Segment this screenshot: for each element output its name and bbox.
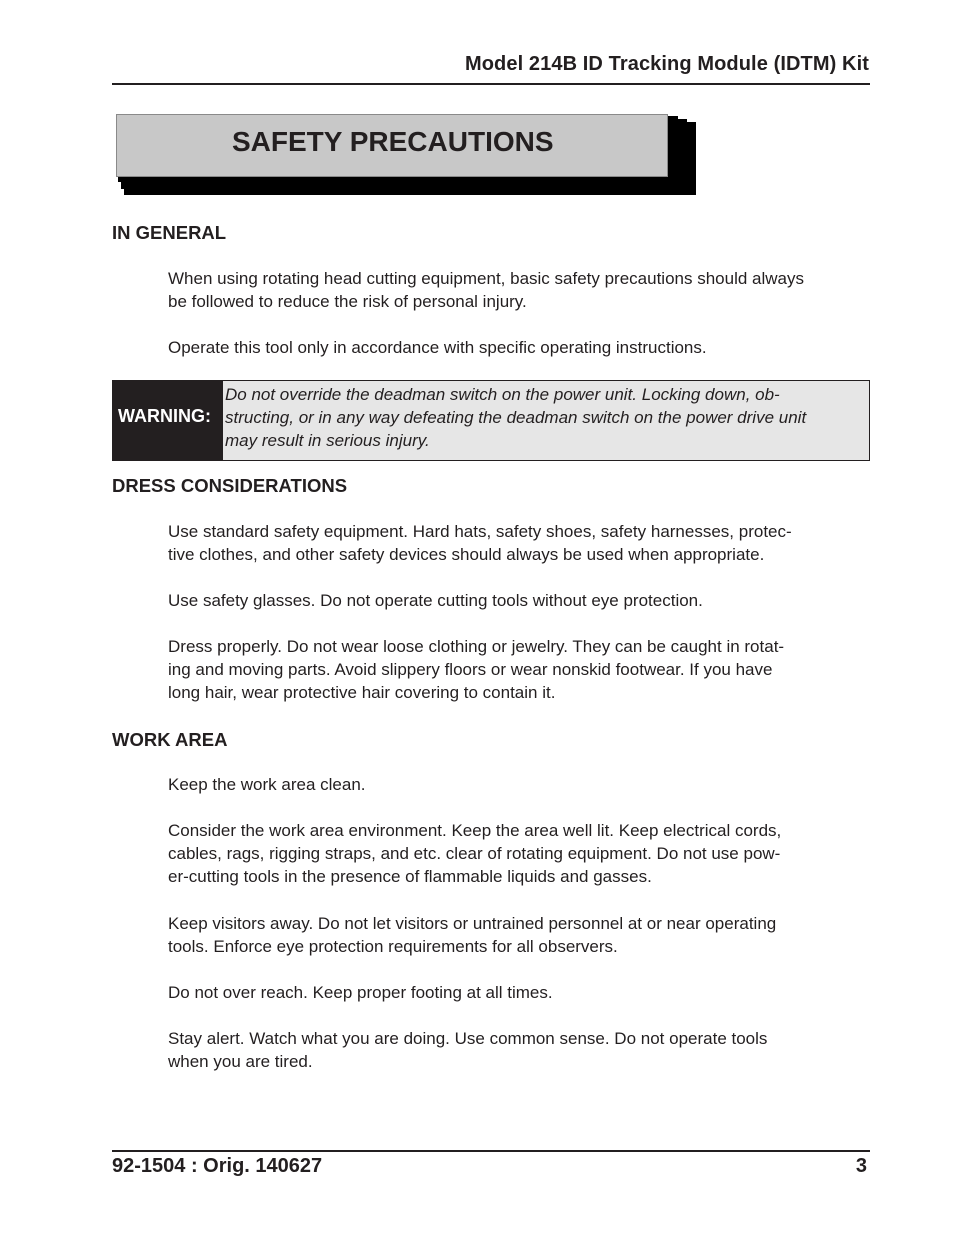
text-line: long hair, wear protective hair covering to contain it. — [168, 683, 556, 702]
dress-paragraph-3 — [168, 635, 870, 704]
text-line: Do not override the deadman switch on the power unit. Locking down, ob- — [225, 385, 780, 404]
text-line: be followed to reduce the risk of personal injury. — [168, 292, 527, 311]
work-paragraph-4 — [168, 981, 870, 1004]
text-line: When using rotating head cutting equipment, basic safety precautions should always — [168, 269, 804, 288]
warning-box — [112, 380, 870, 461]
text-line: Operate this tool only in accordance with specific operating instructions. — [168, 338, 707, 357]
warning-text — [225, 383, 869, 452]
text-line: Do not over reach. Keep proper footing at all times. — [168, 983, 553, 1002]
footer-doc-number: 92-1504 : Orig. 140627 — [112, 1155, 323, 1177]
footer-page-number: 3 — [855, 1155, 867, 1177]
work-paragraph-1 — [168, 773, 870, 796]
text-line: Keep visitors away. Do not let visitors or untrained personnel at or near operating — [168, 914, 777, 933]
text-line: cables, rags, rigging straps, and etc. clear of rotating equipment. Do not use pow- — [168, 844, 781, 863]
text-line: Use standard safety equipment. Hard hats, safety shoes, safety harnesses, protec- — [168, 522, 792, 541]
general-paragraph-1 — [168, 267, 870, 313]
banner-title: SAFETY PRECAUTIONS — [232, 126, 554, 157]
text-line: Stay alert. Watch what you are doing. Use common sense. Do not operate tools — [168, 1029, 768, 1048]
text-line: may result in serious injury. — [225, 431, 430, 450]
warning-label-cell — [113, 381, 223, 460]
heading-dress-considerations: DRESS CONSIDERATIONS — [112, 475, 348, 496]
general-paragraph-2 — [168, 336, 870, 359]
text-line: Use safety glasses. Do not operate cutting tools without eye protection. — [168, 591, 703, 610]
text-line: structing, or in any way defeating the deadman switch on the power drive unit — [225, 408, 807, 427]
text-line: er-cutting tools in the presence of flammable liquids and gasses. — [168, 867, 652, 886]
text-line: when you are tired. — [168, 1052, 313, 1071]
page-header-title: Model 214B ID Tracking Module (IDTM) Kit — [464, 53, 869, 75]
text-line: Consider the work area environment. Keep the area well lit. Keep electrical cords, — [168, 821, 782, 840]
work-paragraph-3 — [168, 912, 870, 958]
heading-in-general: IN GENERAL — [112, 222, 227, 243]
text-line: Keep the work area clean. — [168, 775, 366, 794]
dress-paragraph-1 — [168, 520, 870, 566]
warning-label: WARNING: — [118, 406, 211, 426]
work-paragraph-2 — [168, 819, 870, 888]
text-line: tools. Enforce eye protection requirements for all observers. — [168, 937, 618, 956]
dress-paragraph-2 — [168, 589, 870, 612]
header-rule — [112, 83, 870, 85]
heading-work-area: WORK AREA — [112, 729, 228, 750]
text-line: tive clothes, and other safety devices should always be used when appropriate. — [168, 545, 765, 564]
footer-rule — [112, 1150, 870, 1152]
text-line: Dress properly. Do not wear loose clothing or jewelry. They can be caught in rotat- — [168, 637, 785, 656]
text-line: ing and moving parts. Avoid slippery floors or wear nonskid footwear. If you have — [168, 660, 773, 679]
work-paragraph-5 — [168, 1027, 870, 1073]
